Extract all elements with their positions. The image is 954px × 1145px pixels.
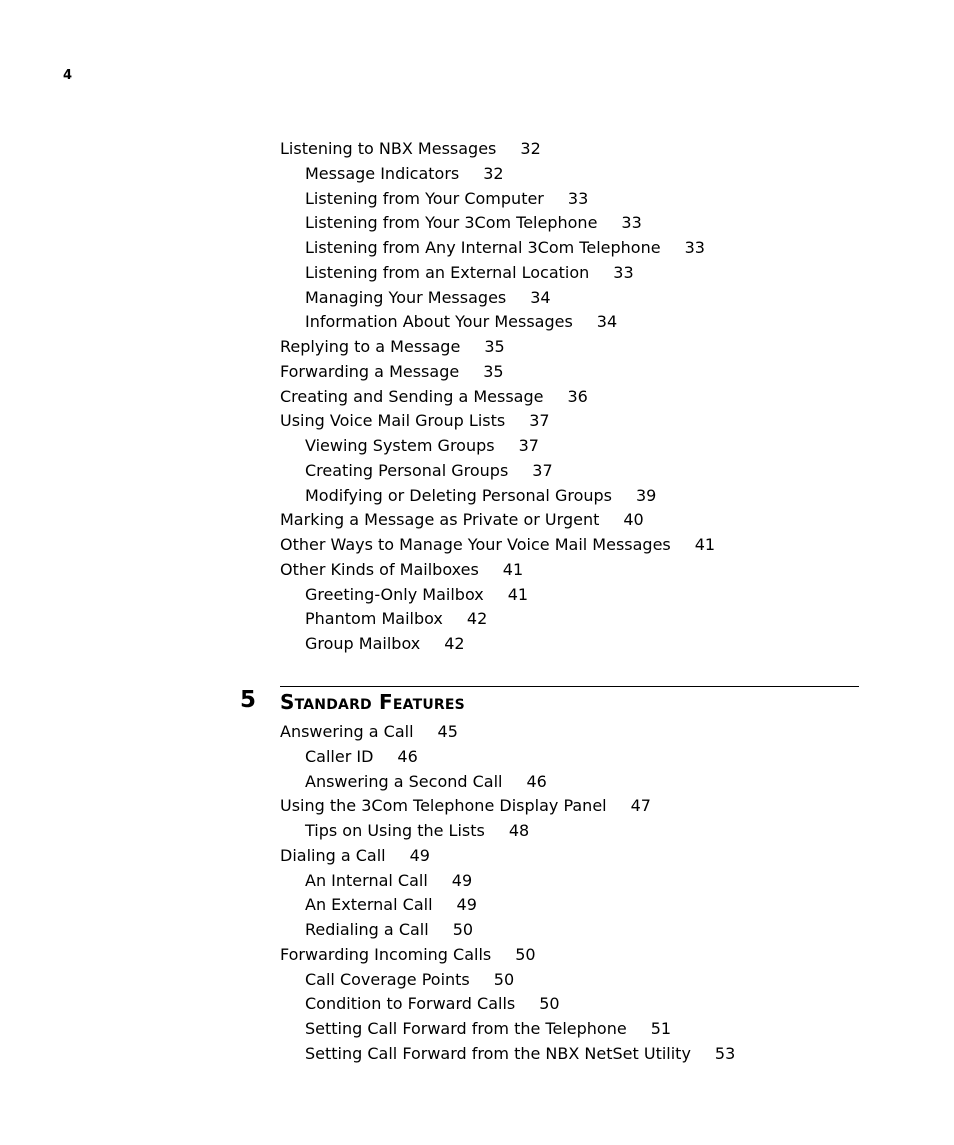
- toc-entry-page: 37: [532, 460, 553, 480]
- toc-entry[interactable]: [280, 459, 860, 484]
- toc-entry-title: Tips on Using the Lists: [305, 821, 485, 840]
- toc-entry-page: 35: [483, 361, 504, 381]
- toc-entry-title: Dialing a Call: [280, 845, 386, 865]
- toc-entry[interactable]: [280, 1017, 860, 1042]
- toc-entry-page: 34: [530, 287, 551, 307]
- toc-entry[interactable]: [280, 310, 860, 335]
- toc-entry-title: Setting Call Forward from the Telephone: [305, 1019, 627, 1038]
- toc-entry-title: Listening from Any Internal 3Com Telephone: [305, 238, 661, 257]
- toc-entry-title: Listening from Your 3Com Telephone: [305, 213, 598, 233]
- toc-entry[interactable]: [280, 1042, 860, 1067]
- toc-entry-page: 50: [515, 944, 536, 964]
- toc-entry-page: 50: [452, 920, 474, 939]
- toc-entry[interactable]: [280, 607, 860, 632]
- toc-entry-page: 53: [714, 1043, 736, 1063]
- toc-entry-page: 34: [596, 312, 618, 332]
- toc-entry[interactable]: [280, 992, 860, 1017]
- toc-entry[interactable]: [280, 819, 860, 844]
- toc-entry-title: Forwarding Incoming Calls: [280, 944, 492, 964]
- toc-entry-page: 46: [526, 771, 547, 791]
- toc-entry[interactable]: [280, 261, 860, 286]
- toc-entry-page: 41: [502, 559, 524, 579]
- toc-entry[interactable]: [280, 137, 860, 162]
- toc-entry[interactable]: [280, 162, 860, 187]
- toc-entry-page: 49: [409, 845, 430, 865]
- toc-entry[interactable]: [280, 558, 860, 583]
- toc-entry[interactable]: [280, 335, 860, 360]
- toc-entry-page: 49: [456, 895, 477, 915]
- toc-section-listening: [280, 137, 860, 657]
- toc-entry-page: 39: [636, 485, 657, 505]
- toc-entry-page: 48: [508, 821, 530, 840]
- toc-entry[interactable]: [280, 770, 860, 795]
- toc-entry[interactable]: [280, 632, 860, 657]
- toc-entry-title: Redialing a Call: [305, 920, 429, 939]
- toc-entry[interactable]: [280, 583, 860, 608]
- toc-entry-page: 33: [567, 188, 589, 208]
- toc-entry-title: Setting Call Forward from the NBX NetSet Utility: [305, 1043, 691, 1063]
- toc-entry[interactable]: [280, 968, 860, 993]
- toc-entry[interactable]: [280, 869, 860, 894]
- toc-entry-page: 49: [451, 870, 473, 890]
- toc-entry-title: Caller ID: [305, 746, 374, 766]
- toc-entry-title: Phantom Mailbox: [305, 609, 443, 629]
- toc-entry-title: Using the 3Com Telephone Display Panel: [280, 796, 607, 816]
- toc-entry-title: Marking a Message as Private or Urgent: [280, 510, 600, 530]
- toc-entry-title: Other Ways to Manage Your Voice Mail Messages: [280, 535, 671, 554]
- toc-entry[interactable]: [280, 893, 860, 918]
- toc-entry-title: Other Kinds of Mailboxes: [280, 559, 479, 579]
- toc-entry-page: 47: [630, 796, 651, 816]
- toc-entry[interactable]: [280, 187, 860, 212]
- toc-entry-title: Message Indicators: [305, 163, 460, 183]
- toc-section-standard-features: [280, 720, 860, 1067]
- toc-entry[interactable]: [280, 943, 860, 968]
- toc-entry-page: 33: [621, 213, 642, 233]
- toc-entry-page: 37: [518, 436, 539, 455]
- toc-entry[interactable]: [280, 409, 860, 434]
- toc-entry-title: Answering a Second Call: [305, 771, 503, 791]
- toc-entry[interactable]: [280, 745, 860, 770]
- toc-entry[interactable]: [280, 844, 860, 869]
- toc-entry-title: Group Mailbox: [305, 634, 421, 653]
- toc-entry-page: 50: [493, 969, 515, 989]
- toc-entry-title: Greeting-Only Mailbox: [305, 584, 484, 604]
- toc-entry-page: 35: [484, 337, 505, 356]
- toc-entry-page: 33: [613, 262, 634, 282]
- toc-entry[interactable]: [280, 434, 860, 459]
- toc-entry-title: Forwarding a Message: [280, 361, 460, 381]
- chapter-number: 5: [240, 687, 257, 713]
- toc-entry-title: Answering a Call: [280, 722, 414, 741]
- chapter-title: Standard Features: [280, 690, 465, 714]
- toc-entry-title: Modifying or Deleting Personal Groups: [305, 485, 612, 505]
- toc-entry[interactable]: [280, 360, 860, 385]
- toc-entry-title: Using Voice Mail Group Lists: [280, 411, 506, 431]
- toc-entry-title: Condition to Forward Calls: [305, 994, 516, 1014]
- toc-entry-title: Creating Personal Groups: [305, 460, 509, 480]
- toc-entry-page: 42: [466, 609, 488, 629]
- toc-entry-title: Listening from an External Location: [305, 262, 590, 282]
- toc-entry-title: Information About Your Messages: [305, 312, 573, 332]
- toc-entry-title: An Internal Call: [305, 870, 428, 890]
- toc-entry-title: Call Coverage Points: [305, 969, 470, 989]
- toc-entry-title: Creating and Sending a Message: [280, 386, 544, 406]
- toc-entry-page: 33: [684, 238, 705, 257]
- toc-entry[interactable]: [280, 484, 860, 509]
- toc-entry[interactable]: [280, 794, 860, 819]
- toc-entry-page: 46: [397, 746, 418, 766]
- toc-entry-page: 32: [483, 163, 504, 183]
- toc-entry-page: 40: [623, 510, 644, 530]
- toc-entry-page: 45: [437, 722, 458, 741]
- toc-entry-page: 42: [444, 634, 465, 653]
- toc-entry-page: 51: [650, 1019, 672, 1038]
- page-number: 4: [63, 68, 73, 83]
- toc-entry-page: 32: [520, 139, 541, 158]
- toc-entry-title: Listening to NBX Messages: [280, 139, 497, 158]
- toc-entry-title: Managing Your Messages: [305, 287, 507, 307]
- toc-entry[interactable]: [280, 533, 860, 558]
- chapter-divider: [280, 686, 859, 687]
- toc-entry[interactable]: [280, 385, 860, 410]
- toc-entry-title: Listening from Your Computer: [305, 188, 544, 208]
- toc-entry-title: Viewing System Groups: [305, 436, 495, 455]
- toc-entry-title: An External Call: [305, 895, 433, 915]
- toc-entry-page: 41: [694, 535, 716, 554]
- toc-entry[interactable]: [280, 918, 860, 943]
- toc-entry[interactable]: [280, 720, 860, 745]
- toc-entry-page: 41: [507, 584, 529, 604]
- toc-entry[interactable]: [280, 236, 860, 261]
- toc-entry-title: Replying to a Message: [280, 337, 461, 356]
- toc-entry-page: 36: [567, 386, 588, 406]
- toc-entry[interactable]: [280, 211, 860, 236]
- toc-entry[interactable]: [280, 286, 860, 311]
- toc-entry-page: 50: [539, 994, 560, 1014]
- toc-entry-page: 37: [529, 411, 550, 431]
- toc-entry[interactable]: [280, 508, 860, 533]
